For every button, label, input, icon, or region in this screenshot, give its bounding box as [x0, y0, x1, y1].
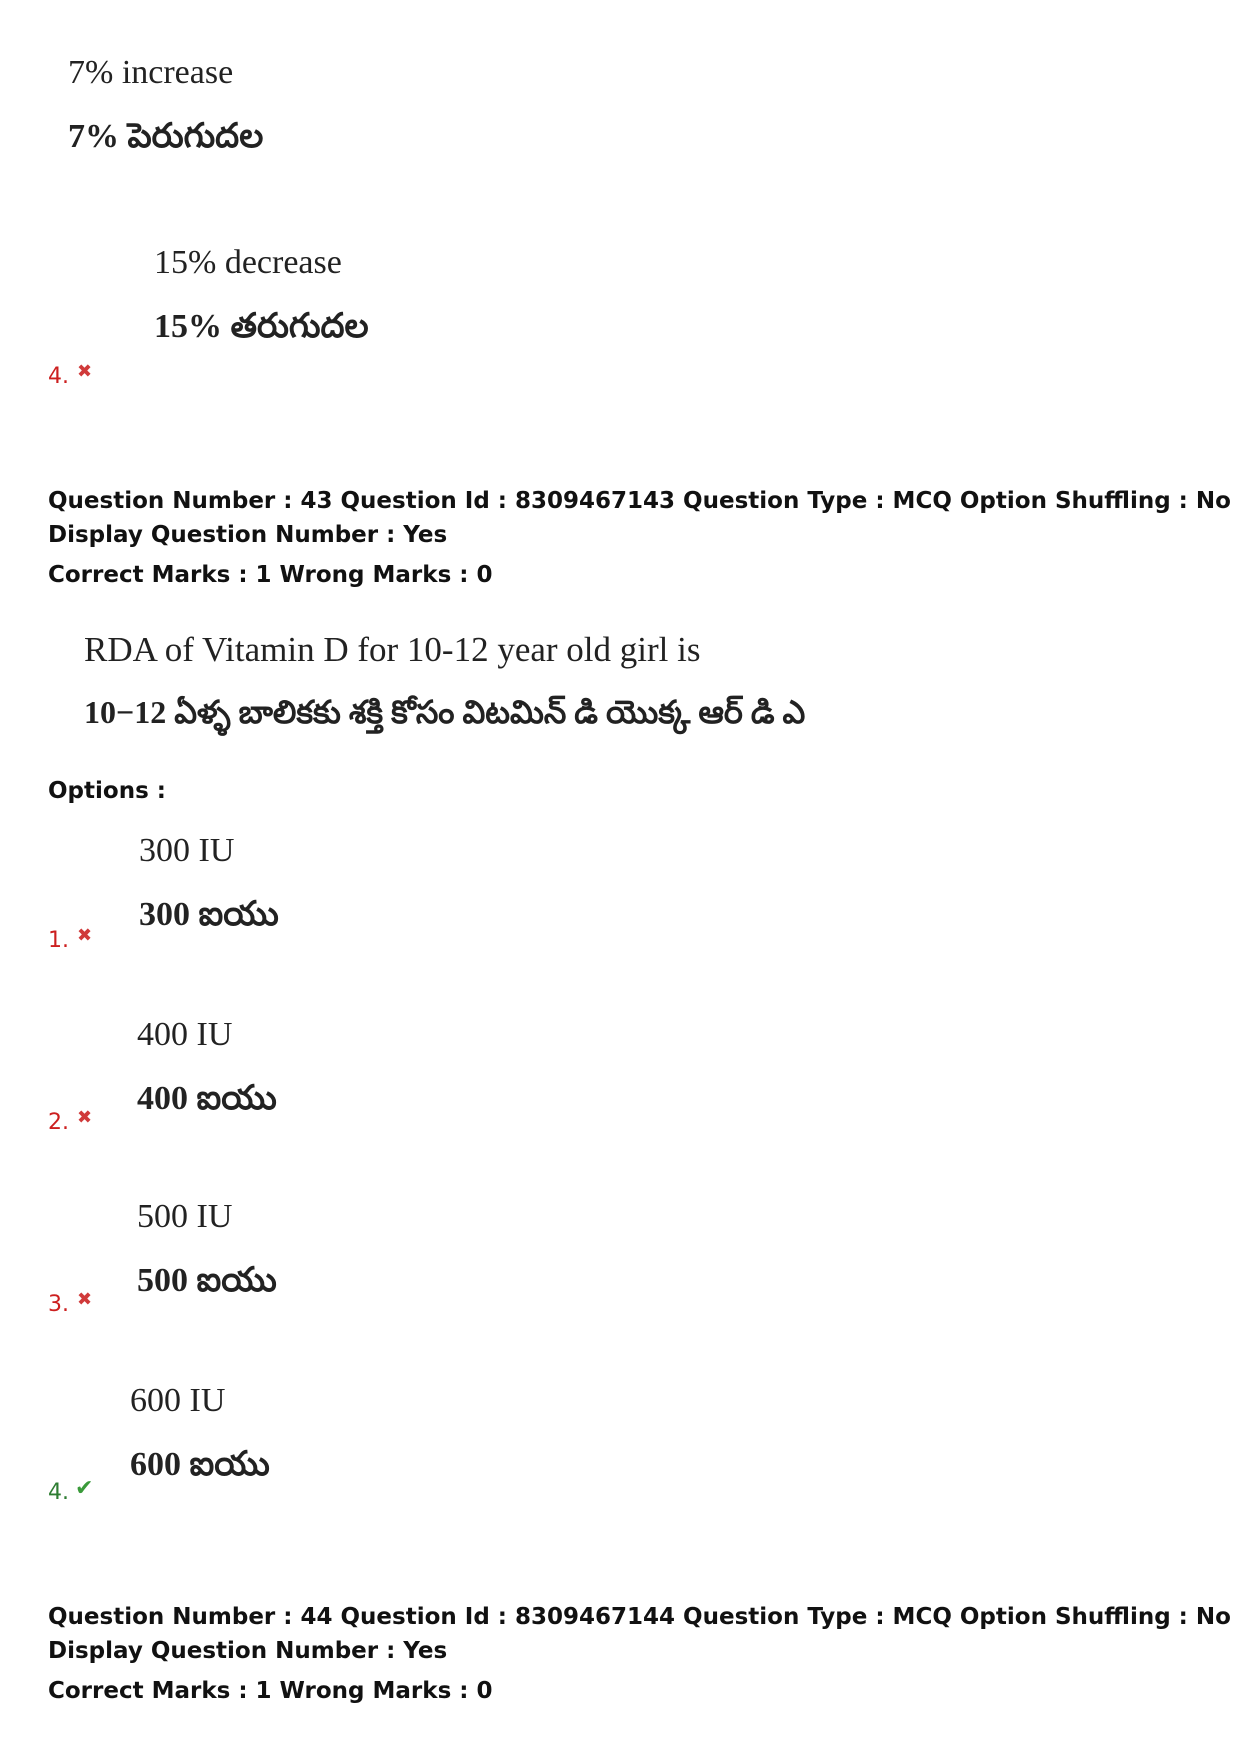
cross-icon: ✖: [77, 925, 93, 946]
check-icon: ✔: [75, 1476, 94, 1501]
q43-option-1-english: 300 IU: [139, 832, 235, 869]
prev-option-3-english: 7% increase: [68, 54, 234, 91]
q43-option-1-telugu: 300 ఐయు: [139, 896, 279, 933]
prev-option-3-telugu: 7% పెరుగుదల: [68, 118, 264, 155]
q43-option-4-marker: [48, 1476, 94, 1505]
q43-option-2-telugu: 400 ఐయు: [137, 1080, 277, 1117]
q43-meta-line3: Correct Marks : 1 Wrong Marks : 0: [48, 562, 493, 588]
q43-question-telugu: 10−12 ఏళ్ళ బాలికకు శక్తి కోసం విటమిన్ డి యొక్క ఆర్ డి ఎ: [84, 694, 806, 730]
q43-option-2-marker: [48, 1107, 93, 1135]
prev-option-4-english: 15% decrease: [154, 244, 342, 281]
q44-meta-line1: Question Number : 44 Question Id : 8309467144 Question Type : MCQ Option Shuffling : No: [48, 1604, 1231, 1630]
option-number: 4.: [48, 364, 69, 389]
q43-option-3-english: 500 IU: [137, 1198, 233, 1235]
q43-meta-line1: Question Number : 43 Question Id : 8309467143 Question Type : MCQ Option Shuffling : No: [48, 488, 1231, 514]
q43-option-3-marker: [48, 1289, 93, 1317]
q43-option-1-marker: [48, 925, 93, 953]
option-number: 4.: [48, 1480, 69, 1505]
q43-option-4-english: 600 IU: [130, 1382, 226, 1419]
q43-meta-line2: Display Question Number : Yes: [48, 522, 448, 548]
q43-option-3-telugu: 500 ఐయు: [137, 1262, 277, 1299]
prev-option-4-marker: [48, 361, 93, 389]
q44-meta-line2: Display Question Number : Yes: [48, 1638, 448, 1664]
cross-icon: ✖: [77, 1289, 93, 1310]
q43-option-2-english: 400 IU: [137, 1016, 233, 1053]
cross-icon: ✖: [77, 1107, 93, 1128]
option-number: 1.: [48, 928, 69, 953]
prev-option-4-telugu: 15% తరుగుదల: [154, 308, 369, 345]
option-number: 2.: [48, 1110, 69, 1135]
q43-options-label: Options :: [48, 778, 166, 804]
option-number: 3.: [48, 1292, 69, 1317]
q43-option-4-telugu: 600 ఐయు: [130, 1446, 270, 1483]
cross-icon: ✖: [77, 361, 93, 382]
q44-meta-line3: Correct Marks : 1 Wrong Marks : 0: [48, 1678, 493, 1704]
q43-question-english: RDA of Vitamin D for 10-12 year old girl is: [84, 630, 701, 669]
